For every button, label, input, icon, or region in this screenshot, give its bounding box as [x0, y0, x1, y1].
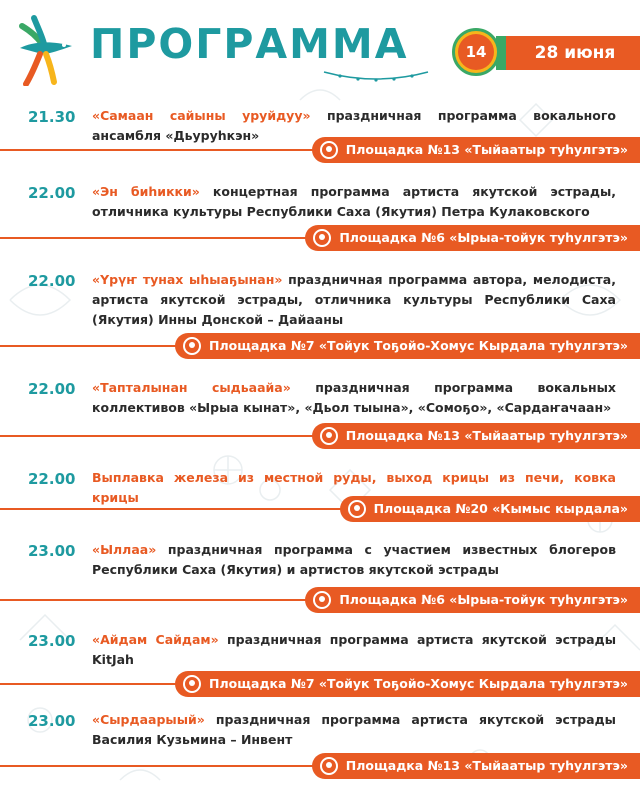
event-name: «Ыллаа»: [92, 542, 157, 557]
ornament-divider-icon: [320, 64, 432, 84]
date-circle: [452, 28, 500, 76]
venue-pill: [312, 753, 640, 779]
venue-pill: [312, 137, 640, 163]
event-name: «Айдам Сайдам»: [92, 632, 219, 647]
location-pin-icon: [183, 337, 201, 355]
venue-pill: [175, 333, 640, 359]
date-text: 28 июня: [534, 43, 616, 63]
event-time: 23.00: [28, 712, 76, 730]
event-text: концертная программа артиста якутской эстрады, отличника культуры Республики Саха (Якутия) Петра Кулаковского: [92, 184, 616, 219]
venue-label: Площадка №13 «Тыйаатыр туһулгэтэ»: [345, 758, 628, 773]
event-text: праздничная программа автора, мелодиста, артиста якутской эстрады, отличника культуры Республики Саха (Якутия) Инны Донской – Дайааны: [92, 272, 616, 327]
venue-label: Площадка №13 «Тыйаатыр туһулгэтэ»: [345, 142, 628, 157]
venue-label: Площадка №6 «Ырыа-тойук туһулгэтэ»: [339, 592, 628, 607]
location-pin-icon: [320, 427, 338, 445]
bird-logo-icon: [14, 14, 78, 86]
event-text: праздничная программа артиста якутской эстрады Василия Кузьмина – Инвент: [92, 712, 616, 747]
venue-label: Площадка №7 «Тойук Тоҕойо-Хомус Кырдала туһулгэтэ»: [208, 338, 628, 353]
venue-label: Площадка №20 «Кымыс кырдала»: [373, 501, 628, 516]
page-title: ПРОГРАММА: [90, 20, 409, 68]
location-pin-icon: [313, 591, 331, 609]
location-pin-icon: [183, 675, 201, 693]
event-description: [92, 710, 616, 750]
event-name: «Эн биһикки»: [92, 184, 200, 199]
event-text: праздничная программа вокального ансамбля «Дьуруһкэн»: [92, 108, 616, 143]
event-name: «Үрүҥ тунах ыһыаҕынан»: [92, 272, 283, 287]
location-pin-icon: [320, 757, 338, 775]
event-time: 21.30: [28, 108, 76, 126]
event-description: [92, 270, 616, 330]
event-name: «Самаан сайыны уруйдуу»: [92, 108, 311, 123]
location-pin-icon: [320, 141, 338, 159]
date-badge: [452, 28, 640, 76]
event-time: 23.00: [28, 632, 76, 650]
event-name: «Тапталынан сыдьаайа»: [92, 380, 291, 395]
event-name: Выплавка железа из местной руды, выход крицы из печи, ковка крицы: [92, 470, 616, 505]
venue-label: Площадка №13 «Тыйаатыр туһулгэтэ»: [345, 428, 628, 443]
venue-pill: [305, 587, 640, 613]
event-description: [92, 182, 616, 222]
event-description: [92, 540, 616, 580]
event-time: 22.00: [28, 470, 76, 488]
event-name: «Сырдаарыый»: [92, 712, 205, 727]
event-text: праздничная программа с участием известных блогеров Республики Саха (Якутия) и артистов якутской эстрады: [92, 542, 616, 577]
venue-pill: [175, 671, 640, 697]
event-time: 23.00: [28, 542, 76, 560]
date-band: [496, 36, 640, 70]
venue-label: Площадка №6 «Ырыа-тойук туһулгэтэ»: [339, 230, 628, 245]
event-text: праздничная программа артиста якутской эстрады KitJah: [92, 632, 617, 667]
venue-label: Площадка №7 «Тойук Тоҕойо-Хомус Кырдала туһулгэтэ»: [208, 676, 628, 691]
date-day: 14: [458, 34, 494, 70]
event-time: 22.00: [28, 272, 76, 290]
event-time: 22.00: [28, 380, 76, 398]
location-pin-icon: [313, 229, 331, 247]
venue-pill: [340, 496, 640, 522]
venue-pill: [312, 423, 640, 449]
event-text: праздничная программа вокальных коллективов «Ырыа кынат», «Дьол тыына», «Сомоҕо», «Сардаҥачаан»: [92, 380, 616, 415]
event-description: [92, 630, 616, 670]
venue-pill: [305, 225, 640, 251]
location-pin-icon: [348, 500, 366, 518]
header: [0, 0, 640, 96]
event-time: 22.00: [28, 184, 76, 202]
event-description: [92, 378, 616, 418]
